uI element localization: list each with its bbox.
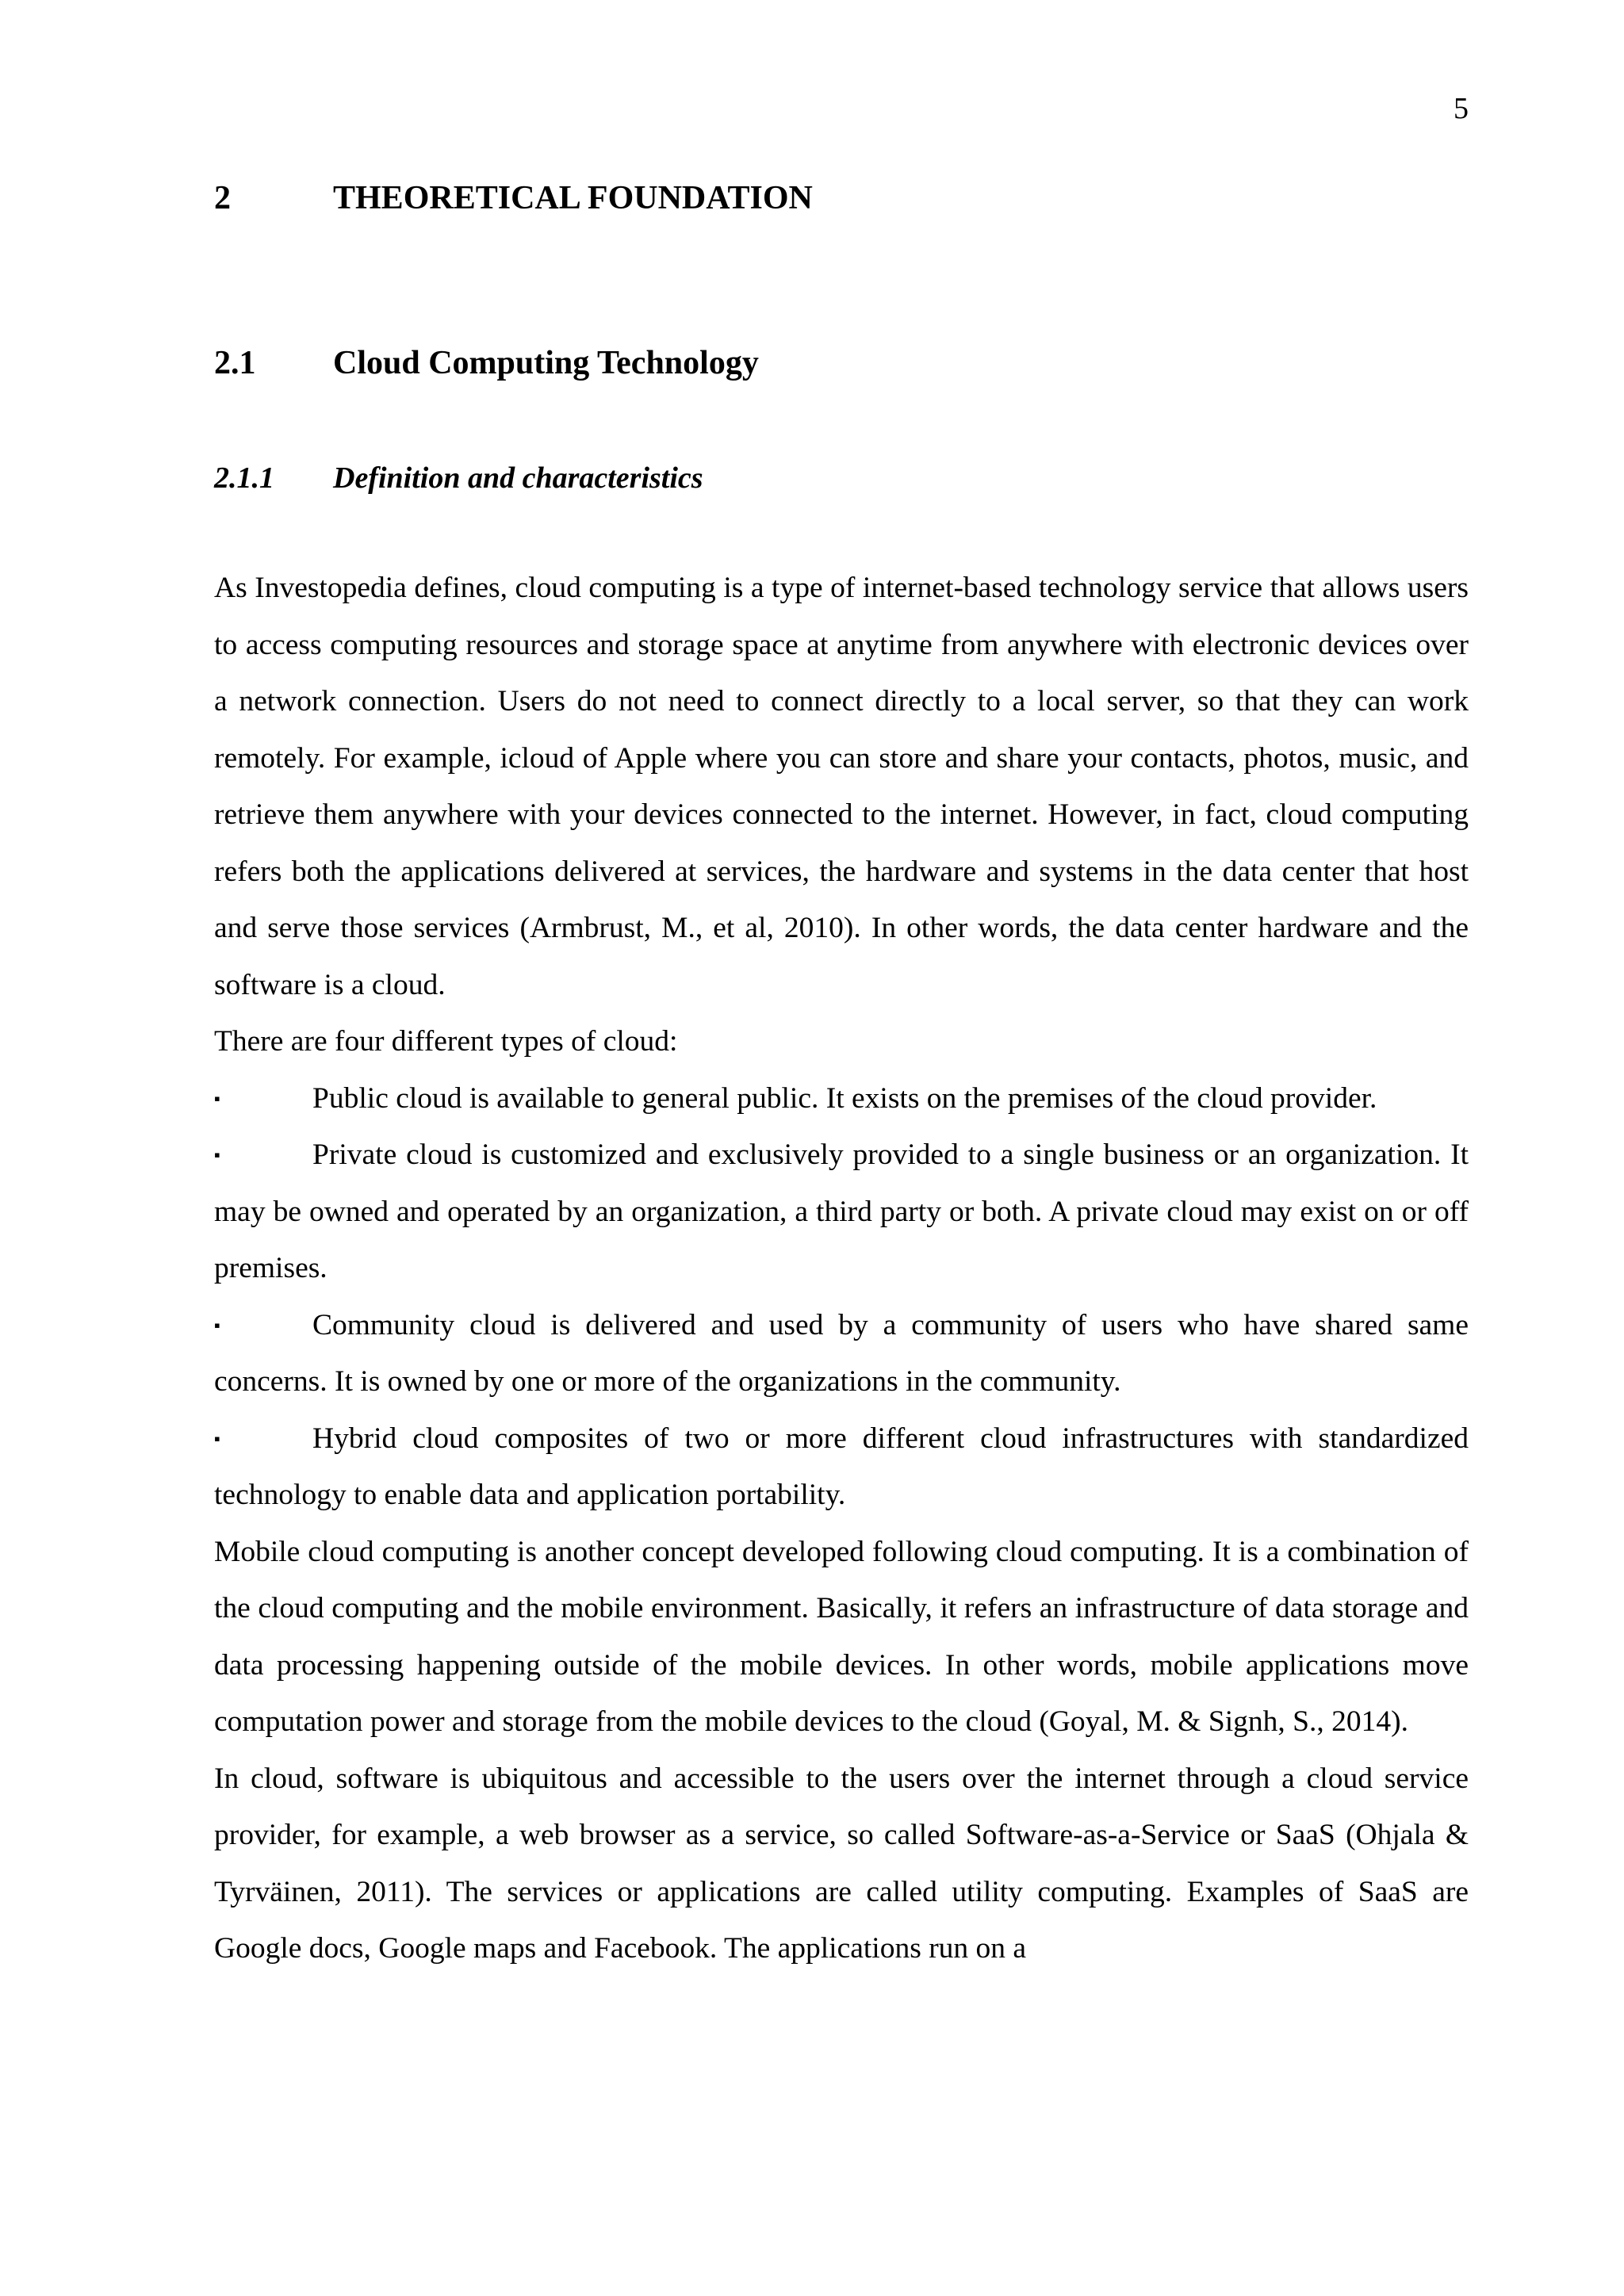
- paragraph-saas: In cloud, software is ubiquitous and accessible to the users over the internet through a cloud service provider, for example, a web browser as a service, so called Software-as-a-Service or SaaS (Ohjala & Tyrväinen, 2011). The services or applications are called utility computing. Examples of SaaS are Google docs, Google maps and Facebook. The applications run on a: [214, 1762, 1469, 1965]
- bullet-text: Community cloud is delivered and used by a community of users who have shared same concerns. It is owned by one or more of the organizations in the community.: [214, 1308, 1469, 1398]
- paragraph-definition: As Investopedia defines, cloud computing is a type of internet-based technology service that allows users to access computing resources and storage space at anytime from anywhere with electronic devices over a network connection. Users do not need to connect directly to a local server, so that they can work remotely. For example, icloud of Apple where you can store and share your contacts, photos, music, and retrieve them anywhere with your devices connected to the internet. However, in fact, cloud computing refers both the applications delivered at services, the hardware and systems in the data center that host and serve those services (Armbrust, M., et al, 2010). In other words, the data center hardware and the software is a cloud.: [214, 572, 1469, 1001]
- chapter-title: THEORETICAL FOUNDATION: [333, 180, 813, 216]
- bullet-square-icon: ▪: [214, 1088, 220, 1108]
- body-text: [214, 560, 1469, 1977]
- list-intro: There are four different types of cloud:: [214, 1025, 678, 1058]
- page-number: 5: [1454, 92, 1469, 125]
- bullet-item-hybrid: [214, 1410, 1469, 1524]
- section-heading: [214, 341, 759, 385]
- bullet-item-private: [214, 1127, 1469, 1297]
- bullet-item-public: [214, 1070, 1469, 1127]
- bullet-square-icon: ▪: [214, 1314, 220, 1335]
- bullet-item-community: [214, 1297, 1469, 1410]
- bullet-text: Public cloud is available to general public. It exists on the premises of the cloud provider.: [312, 1081, 1377, 1115]
- bullet-square-icon: ▪: [214, 1145, 220, 1165]
- section-title: Cloud Computing Technology: [333, 345, 759, 381]
- subsection-title: Definition and characteristics: [333, 461, 703, 495]
- bullet-text: Hybrid cloud composites of two or more different cloud infrastructures with standardized technology to enable data and application portability.: [214, 1422, 1469, 1511]
- section-number: 2.1: [214, 345, 256, 381]
- bullet-square-icon: ▪: [214, 1428, 220, 1448]
- subsection-heading: [214, 458, 703, 498]
- bullet-text: Private cloud is customized and exclusively provided to a single business or an organization. It may be owned and operated by an organization, a third party or both. A private cloud may exist on or off premises.: [214, 1138, 1469, 1284]
- paragraph-mobile-cloud: Mobile cloud computing is another concept developed following cloud computing. It is a combination of the cloud computing and the mobile environment. Basically, it refers an infrastructure of data storage and data processing happening outside of the mobile devices. In other words, mobile applications move computation power and storage from the mobile devices to the cloud (Goyal, M. & Signh, S., 2014).: [214, 1535, 1469, 1738]
- chapter-number: 2: [214, 180, 231, 216]
- chapter-heading: [214, 176, 813, 220]
- subsection-number: 2.1.1: [214, 461, 274, 495]
